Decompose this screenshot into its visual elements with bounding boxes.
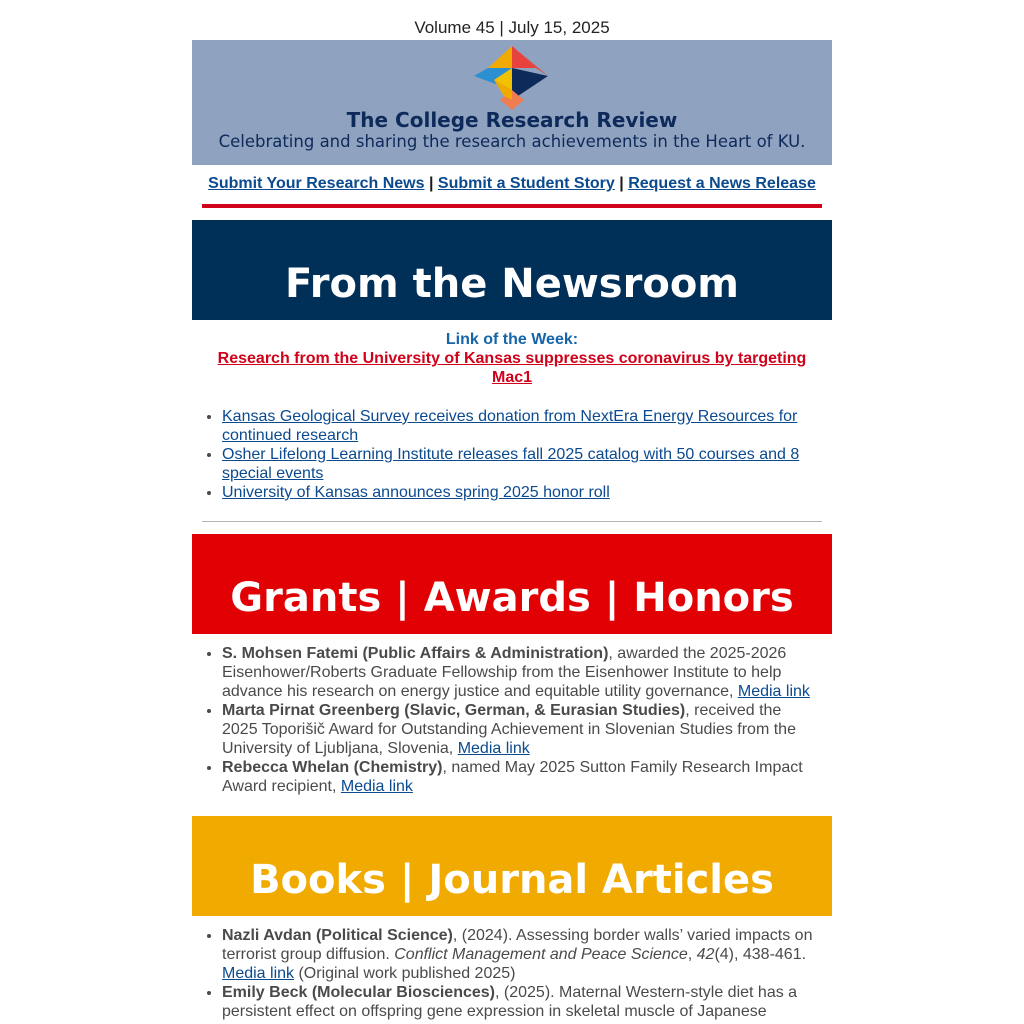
newsletter-title: The College Research Review xyxy=(346,108,678,132)
submit-student-story-link[interactable]: Submit a Student Story xyxy=(437,175,615,192)
link-of-week-label: Link of the Week: xyxy=(445,331,579,348)
media-link[interactable]: Media link xyxy=(737,683,810,700)
media-link[interactable]: Media link xyxy=(222,965,295,982)
person-name: Nazli Avdan (Political Science) xyxy=(222,927,453,944)
books-banner: Books | Journal Articles xyxy=(192,816,832,916)
list-item xyxy=(222,701,832,758)
list-item xyxy=(222,644,832,701)
person-name: Marta Pirnat Greenberg (Slavic, German, & Eurasian Studies) xyxy=(222,702,686,719)
news-link[interactable]: University of Kansas announces spring 2025 honor roll xyxy=(222,484,610,501)
books-list xyxy=(192,926,832,1021)
grants-list xyxy=(192,644,832,796)
citation-note: (Original work published 2025) xyxy=(294,965,516,982)
college-logo-icon xyxy=(474,46,550,112)
gray-divider xyxy=(202,521,822,522)
newsletter-tagline: Celebrating and sharing the research achievements in the Heart of KU. xyxy=(218,132,806,151)
news-link[interactable]: Kansas Geological Survey receives donation from NextEra Energy Resources for continued research xyxy=(222,408,798,444)
person-name: Rebecca Whelan (Chemistry) xyxy=(222,759,443,776)
citation-pages: (4), 438-461. xyxy=(714,946,807,963)
person-name: S. Mohsen Fatemi (Public Affairs & Administration) xyxy=(222,645,609,662)
citation-text: , (2024). Assessing border walls’ varied impacts on terrorist group diffusion. xyxy=(222,927,813,963)
news-link[interactable]: Osher Lifelong Learning Institute releases fall 2025 catalog with 50 courses and 8 special events xyxy=(222,446,800,482)
journal-name: Conflict Management and Peace Science xyxy=(394,946,688,963)
link-separator: | xyxy=(619,175,624,192)
newsroom-banner: From the Newsroom xyxy=(192,220,832,320)
newsroom-list xyxy=(192,407,832,502)
media-link[interactable]: Media link xyxy=(457,740,530,757)
submit-research-news-link[interactable]: Submit Your Research News xyxy=(208,175,425,192)
link-of-week-link[interactable]: Research from the University of Kansas suppresses coronavirus by targeting Mac1 xyxy=(217,350,807,386)
award-text: , named May 2025 Sutton Family Research Impact Award recipient, xyxy=(222,759,803,795)
list-item xyxy=(222,483,832,502)
award-text: , awarded the 2025-2026 Eisenhower/Roberts Graduate Fellowship from the Eisenhower Institute to help advance his research on energy justice and equitable utility governance, xyxy=(222,645,787,700)
list-item xyxy=(222,983,832,1021)
request-news-release-link[interactable]: Request a News Release xyxy=(628,175,816,192)
volume-date: Volume 45 | July 15, 2025 xyxy=(414,18,610,37)
top-links xyxy=(192,175,832,193)
list-item: • Nazli Avdan (Political Science), (2024). Assessing border walls’ varied impacts on terrorist group diffusion. Conflict Management and Peace Science, 42(4), 438-461. Media link (Original work published 2025) xyxy=(222,926,832,983)
list-item xyxy=(222,758,832,796)
masthead xyxy=(192,40,832,165)
red-divider xyxy=(202,204,822,208)
link-separator: | xyxy=(428,175,434,192)
list-item xyxy=(222,445,832,483)
award-text: , received the 2025 Toporišič Award for Outstanding Achievement in Slovenian Studies from the University of Ljubljana, Slovenia, xyxy=(222,702,796,757)
grants-banner: Grants | Awards | Honors xyxy=(192,534,832,634)
media-link[interactable]: Media link xyxy=(340,778,413,795)
journal-volume: 42 xyxy=(696,946,715,963)
link-of-the-week xyxy=(192,330,832,387)
list-item xyxy=(222,407,832,445)
citation-text: , (2025). Maternal Western-style diet has a persistent effect on offspring gene expression in skeletal muscle of Japanese xyxy=(222,984,798,1020)
person-name: Emily Beck (Molecular Biosciences) xyxy=(222,984,495,1001)
